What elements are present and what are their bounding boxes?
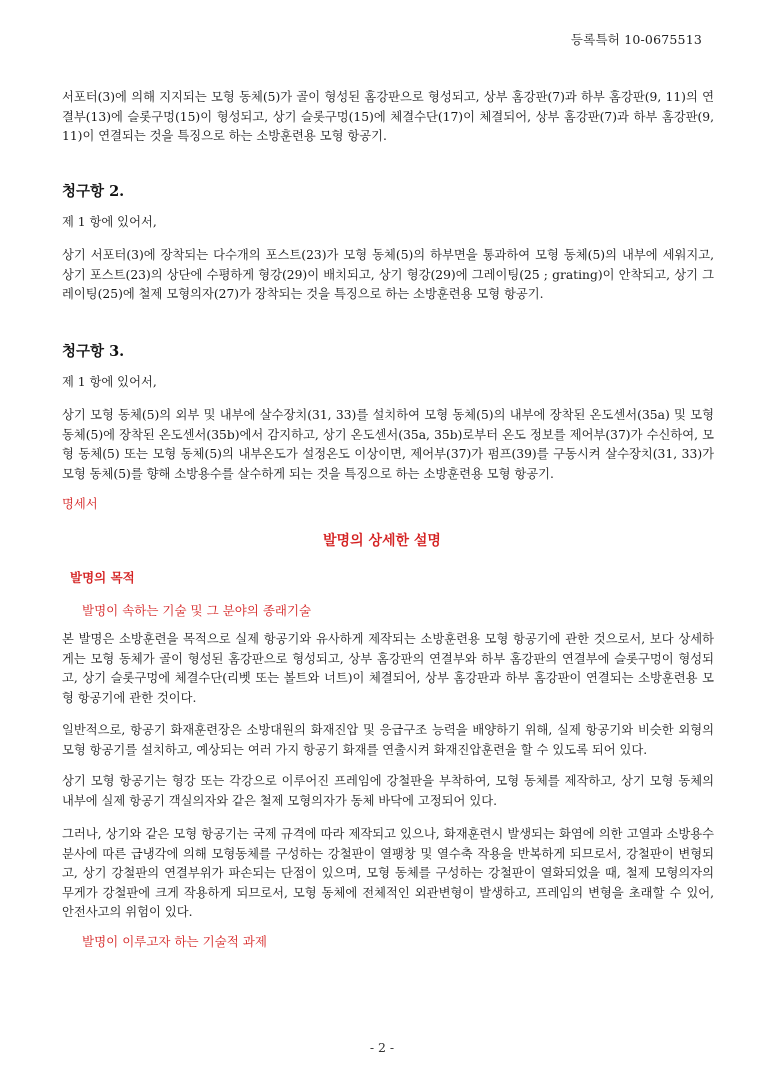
field-heading: 발명이 속하는 기술 및 그 분야의 종래기술 bbox=[82, 603, 312, 618]
purpose-heading: 발명의 목적 bbox=[70, 570, 135, 585]
claim2-reference: 제 1 항에 있어서, bbox=[62, 215, 157, 229]
claim1-continuation: 서포터(3)에 의해 지지되는 모형 동체(5)가 골이 형성된 홈강판으로 형성되고, 상부 홈강판(7)과 하부 홈강판(9, 11)의 연결부(13)에 슬롯구멍(15)이 형성되고, 상기 슬롯구멍(15)에 체결수단(17)이 체결되어, 상부 홈강판(7)과 하부 홈강판(9, 11)이 연결되는 것을 특징으로 하는 소방훈련용 모형 항공기. bbox=[62, 90, 714, 143]
claim2-body: 상기 서포터(3)에 장착되는 다수개의 포스트(23)가 모형 동체(5)의 하부면을 통과하여 모형 동체(5)의 내부에 세워지고, 상기 포스트(23)의 상단에 수평하게 형강(29)이 배치되고, 상기 형강(29)에 그레이팅(25 ; grating)이 안착되고, 상기 그레이팅(25)에 철제 모형의자(27)가 장착되는 것을 특징으로 하는 소방훈련용 모형 항공기. bbox=[62, 248, 714, 301]
spec-paragraph-4: 그러나, 상기와 같은 모형 항공기는 국제 규격에 따라 제작되고 있으나, 화재훈련시 발생되는 화염에 의한 고열과 소방용수 분사에 따른 급냉각에 의해 모형동체를 구성하는 강철판이 열팽창 및 열수축 작용을 반복하게 되므로서, 강철판이 변형되고, 상기 강철판의 연결부위가 파손되는 단점이 있으며, 모형 동체를 구성하는 강철판이 열화되었을 때, 철제 모형의자의 무게가 강철판에 크게 작용하게 되므로서, 모형 동체에 전체적인 외관변형이 발생하고, 프레임의 변형을 초래할 수 있어, 안전사고의 위험이 있다. bbox=[62, 827, 714, 919]
claim3-body: 상기 모형 동체(5)의 외부 및 내부에 살수장치(31, 33)를 설치하여 모형 동체(5)의 내부에 장착된 온도센서(35a) 및 모형 동체(5)에 장착된 온도센서(35b)에서 감지하고, 상기 온도센서(35a, 35b)로부터 온도 정보를 제어부(37)가 수신하여, 모형 동체(5) 또는 모형 동체(5)의 내부온도가 설정온도 이상이면, 제어부(37)가 펌프(39)를 구동시켜 살수장치(31, 33)가 모형 동체(5)를 향해 소방용수를 살수하게 되는 것을 특징으로 하는 소방훈련용 모형 항공기. bbox=[62, 408, 714, 481]
spec-paragraph-3: 상기 모형 항공기는 형강 또는 각강으로 이루어진 프레임에 강철판을 부착하여, 모형 동체를 제작하고, 상기 모형 동체의 내부에 실제 항공기 객실의자와 같은 철제 모형의자가 동체 바닥에 고정되어 있다. bbox=[62, 774, 714, 808]
claim2-heading: 청구항 2. bbox=[62, 183, 125, 200]
task-heading: 발명이 이루고자 하는 기술적 과제 bbox=[82, 934, 267, 949]
claim3-reference: 제 1 항에 있어서, bbox=[62, 375, 157, 389]
document-number: 등록특허 10-0675513 bbox=[570, 32, 702, 47]
spec-label: 명세서 bbox=[62, 497, 98, 511]
claim3-heading: 청구항 3. bbox=[62, 343, 125, 360]
spec-paragraph-2: 일반적으로, 항공기 화재훈련장은 소방대원의 화재진압 및 응급구조 능력을 배양하기 위해, 실제 항공기와 비슷한 외형의 모형 항공기를 설치하고, 예상되는 여러 가지 항공기 화재를 연출시켜 화재진압훈련을 할 수 있도록 되어 있다. bbox=[62, 723, 714, 757]
spec-paragraph-1: 본 발명은 소방훈련을 목적으로 실제 항공기와 유사하게 제작되는 소방훈련용 모형 항공기에 관한 것으로서, 보다 상세하게는 모형 동체가 골이 형성된 홈강판으로 형성되고, 상부 홈강판의 연결부와 하부 홈강판의 연결부에 슬롯구멍이 형성되고, 상기 슬롯구멍에 체결수단(리벳 또는 볼트와 너트)이 체결되어, 상부 홈강판과 하부 홈강판이 연결되는 소방훈련용 모형 항공기에 관한 것이다. bbox=[62, 632, 714, 705]
page-number: - 2 - bbox=[369, 1040, 395, 1055]
spec-title: 발명의 상세한 설명 bbox=[323, 533, 441, 549]
